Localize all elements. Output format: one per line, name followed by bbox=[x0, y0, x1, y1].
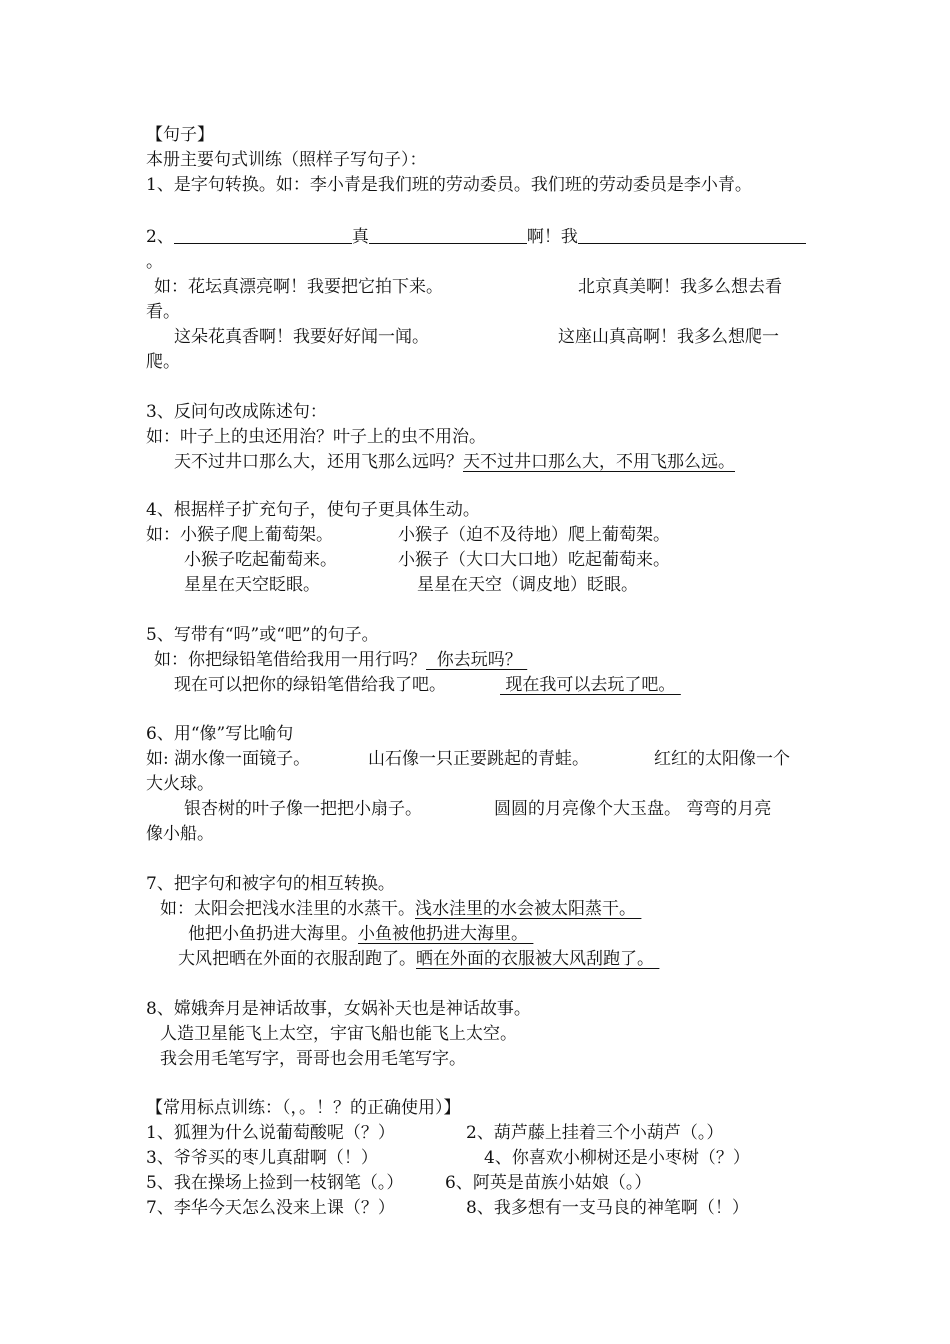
item7-row3-answer: 晒在外面的衣服被大风刮跑了。 bbox=[416, 949, 660, 969]
punct-item-1: 1、狐狸为什么说葡萄酸呢（？） bbox=[146, 1123, 395, 1143]
item2-example1-wrap: 看。 bbox=[146, 302, 180, 322]
heading-sentences: 【句子】 bbox=[146, 125, 214, 145]
item7-row1 bbox=[160, 897, 641, 921]
fill-blank-1 bbox=[174, 225, 352, 244]
item6-row1-c: 红红的太阳像一个 bbox=[654, 749, 790, 769]
item4-row3-left: 星星在天空眨眼。 bbox=[184, 575, 320, 595]
item7-title: 7、把字句和被字句的相互转换。 bbox=[146, 874, 395, 894]
punct-item-4: 4、你喜欢小柳树还是小枣树（？） bbox=[484, 1148, 750, 1168]
item2-example2-left: 这朵花真香啊！我要好好闻一闻。 bbox=[174, 327, 429, 347]
item7-row3-question: 大风把晒在外面的衣服刮跑了。 bbox=[178, 949, 416, 969]
heading-punctuation: 【常用标点训练：（，。！？的正确使用）】 bbox=[146, 1098, 461, 1118]
item3-example1: 如：叶子上的虫还用治？叶子上的虫不用治。 bbox=[146, 427, 486, 447]
item1-line: 1、是字句转换。如：李小青是我们班的劳动委员。我们班的劳动委员是李小青。 bbox=[146, 175, 752, 195]
item7-row1-question: 如：太阳会把浅水洼里的水蒸干。 bbox=[160, 899, 415, 919]
item4-row1-right: 小猴子（迫不及待地）爬上葡萄架。 bbox=[398, 525, 670, 545]
item8-line1: 8、嫦娥奔月是神话故事，女娲补天也是神话故事。 bbox=[146, 999, 531, 1019]
item7-row2-question: 他把小鱼扔进大海里。 bbox=[188, 924, 358, 944]
item4-row1-left: 如：小猴子爬上葡萄架。 bbox=[146, 525, 333, 545]
item8-line3: 我会用毛笔写字，哥哥也会用毛笔写字。 bbox=[160, 1049, 466, 1069]
item6-row1-wrap: 大火球。 bbox=[146, 774, 214, 794]
fill-blank-2 bbox=[369, 225, 527, 244]
item6-row2-wrap: 像小船。 bbox=[146, 824, 214, 844]
item7-row2 bbox=[188, 922, 533, 946]
item3-example2 bbox=[174, 450, 735, 474]
item6-row1-b: 山石像一只正要跳起的青蛙。 bbox=[368, 749, 589, 769]
item4-row3-right: 星星在天空（调皮地）眨眼。 bbox=[417, 575, 638, 595]
item2-example1-left: 如：花坛真漂亮啊！我要把它拍下来。 bbox=[154, 277, 443, 297]
item2-a-wo: 啊！我 bbox=[526, 227, 578, 247]
punct-item-6: 6、阿英是苗族小姑娘（。） bbox=[445, 1173, 652, 1193]
item7-row1-answer: 浅水洼里的水会被太阳蒸干。 bbox=[415, 899, 642, 919]
item4-title: 4、根据样子扩充句子，使句子更具体生动。 bbox=[146, 500, 480, 520]
item2-prefix: 2、 bbox=[146, 227, 174, 247]
item2-example1-right: 北京真美啊！我多么想去看 bbox=[578, 277, 782, 297]
intro-line: 本册主要句式训练（照样子写句子）： bbox=[146, 150, 427, 170]
punct-item-8: 8、我多想有一支马良的神笔啊（！） bbox=[466, 1198, 749, 1218]
item6-title: 6、用“像”写比喻句 bbox=[146, 724, 294, 744]
item7-row3 bbox=[178, 947, 659, 971]
punct-item-2: 2、葫芦藤上挂着三个小葫芦（。） bbox=[466, 1123, 724, 1143]
item2-example2-wrap: 爬。 bbox=[146, 352, 180, 372]
item4-row2-left: 小猴子吃起葡萄来。 bbox=[184, 550, 337, 570]
item5-example1-answer: 你去玩吗？ bbox=[426, 650, 528, 670]
item2-zhen: 真 bbox=[351, 227, 369, 247]
item2-example2-right: 这座山真高啊！我多么想爬一 bbox=[558, 327, 779, 347]
item7-row2-answer: 小鱼被他扔进大海里。 bbox=[358, 924, 534, 944]
punct-item-7: 7、李华今天怎么没来上课（？） bbox=[146, 1198, 395, 1218]
item3-example2-question: 天不过井口那么大，还用飞那么远吗？ bbox=[174, 452, 463, 472]
item2-template-line bbox=[146, 225, 806, 249]
punct-item-5: 5、我在操场上捡到一枝钢笔（。） bbox=[146, 1173, 404, 1193]
item6-row2-b: 圆圆的月亮像个大玉盘。 弯弯的月亮 bbox=[494, 799, 772, 819]
item4-row2-right: 小猴子（大口大口地）吃起葡萄来。 bbox=[398, 550, 670, 570]
item8-line2: 人造卫星能飞上太空，宇宙飞船也能飞上太空。 bbox=[160, 1024, 517, 1044]
item5-example1-question: 如：你把绿铅笔借给我用一用行吗？ bbox=[154, 650, 426, 670]
item5-example1 bbox=[154, 648, 527, 672]
item6-row2-a: 银杏树的叶子像一把把小扇子。 bbox=[184, 799, 422, 819]
item6-row1-a: 如: 湖水像一面镜子。 bbox=[146, 749, 311, 769]
item5-example2-left: 现在可以把你的绿铅笔借给我了吧。 bbox=[174, 675, 446, 695]
item3-example2-answer: 天不过井口那么大，不用飞那么远。 bbox=[463, 452, 735, 472]
fill-blank-3 bbox=[578, 225, 806, 244]
item5-example2-answer: 现在我可以去玩了吧。 bbox=[500, 675, 681, 695]
item5-example2-right bbox=[500, 673, 681, 697]
punct-item-3: 3、爷爷买的枣儿真甜啊（！） bbox=[146, 1148, 378, 1168]
item3-title: 3、反问句改成陈述句： bbox=[146, 402, 327, 422]
item5-title: 5、写带有“吗”或“吧”的句子。 bbox=[146, 625, 379, 645]
item2-period: 。 bbox=[146, 252, 163, 272]
